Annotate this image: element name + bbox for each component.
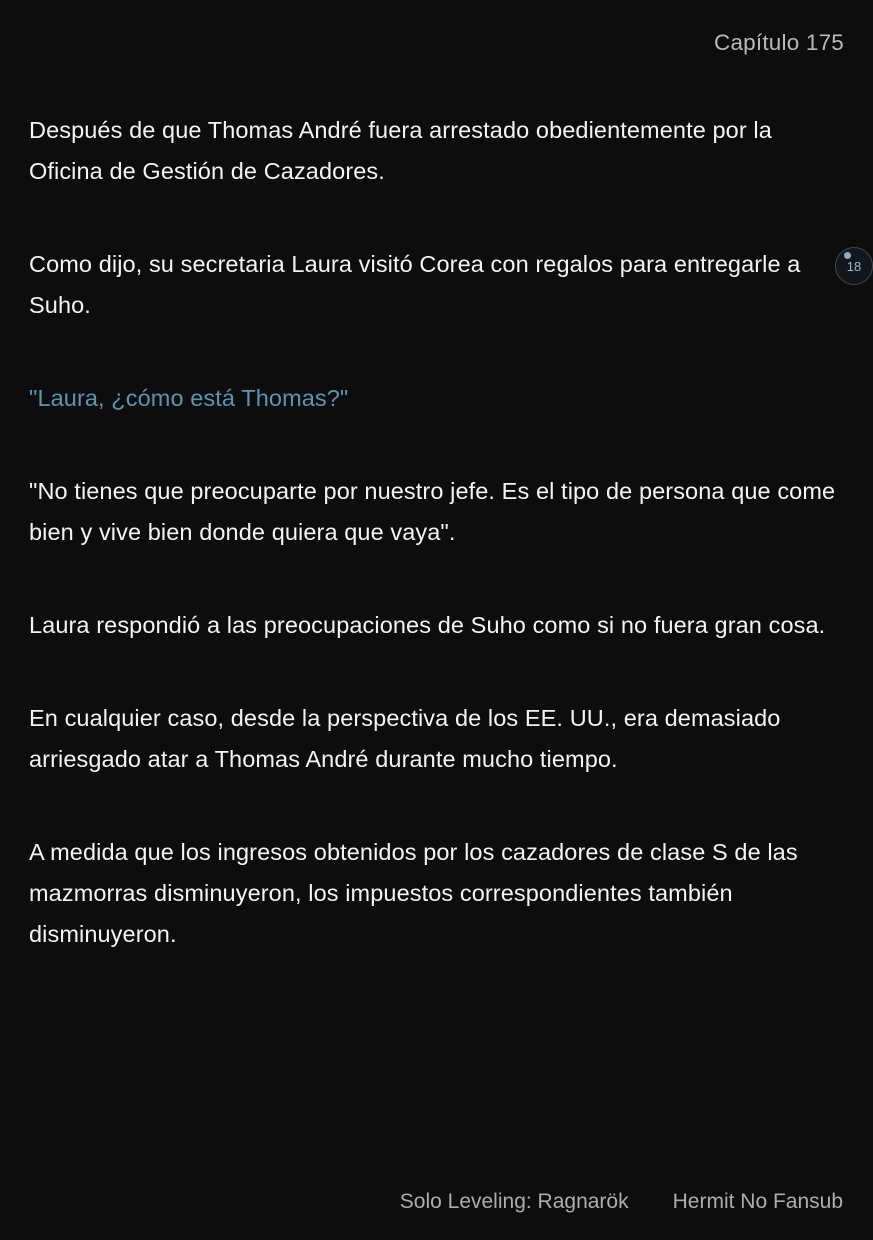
- footer: [0, 1190, 873, 1214]
- paragraph: Laura respondió a las preocupaciones de Suho como si no fuera gran cosa.: [29, 612, 826, 638]
- chapter-body: [29, 110, 844, 955]
- chapter-label: Capítulo 175: [714, 30, 844, 55]
- paragraph-dialogue: "Laura, ¿cómo está Thomas?": [29, 385, 349, 411]
- paragraph: A medida que los ingresos obtenidos por los cazadores de clase S de las mazmorras disminuyeron, los impuestos correspondientes también disminuyeron.: [29, 839, 798, 947]
- progress-dot-icon: [844, 252, 851, 259]
- paragraph: Después de que Thomas André fuera arrestado obedientemente por la Oficina de Gestión de Cazadores.: [29, 117, 772, 184]
- reading-progress-badge[interactable]: [835, 247, 873, 285]
- paragraph: Como dijo, su secretaria Laura visitó Corea con regalos para entregarle a Suho.: [29, 251, 801, 318]
- paragraph: "No tienes que preocuparte por nuestro jefe. Es el tipo de persona que come bien y vive bien donde quiera que vaya".: [29, 478, 836, 545]
- progress-badge-value: 18: [846, 258, 862, 274]
- footer-credit: Hermit No Fansub: [672, 1190, 843, 1213]
- paragraph: En cualquier caso, desde la perspectiva de los EE. UU., era demasiado arriesgado atar a Thomas André durante mucho tiempo.: [29, 705, 781, 772]
- footer-series-title: Solo Leveling: Ragnarök: [399, 1190, 629, 1213]
